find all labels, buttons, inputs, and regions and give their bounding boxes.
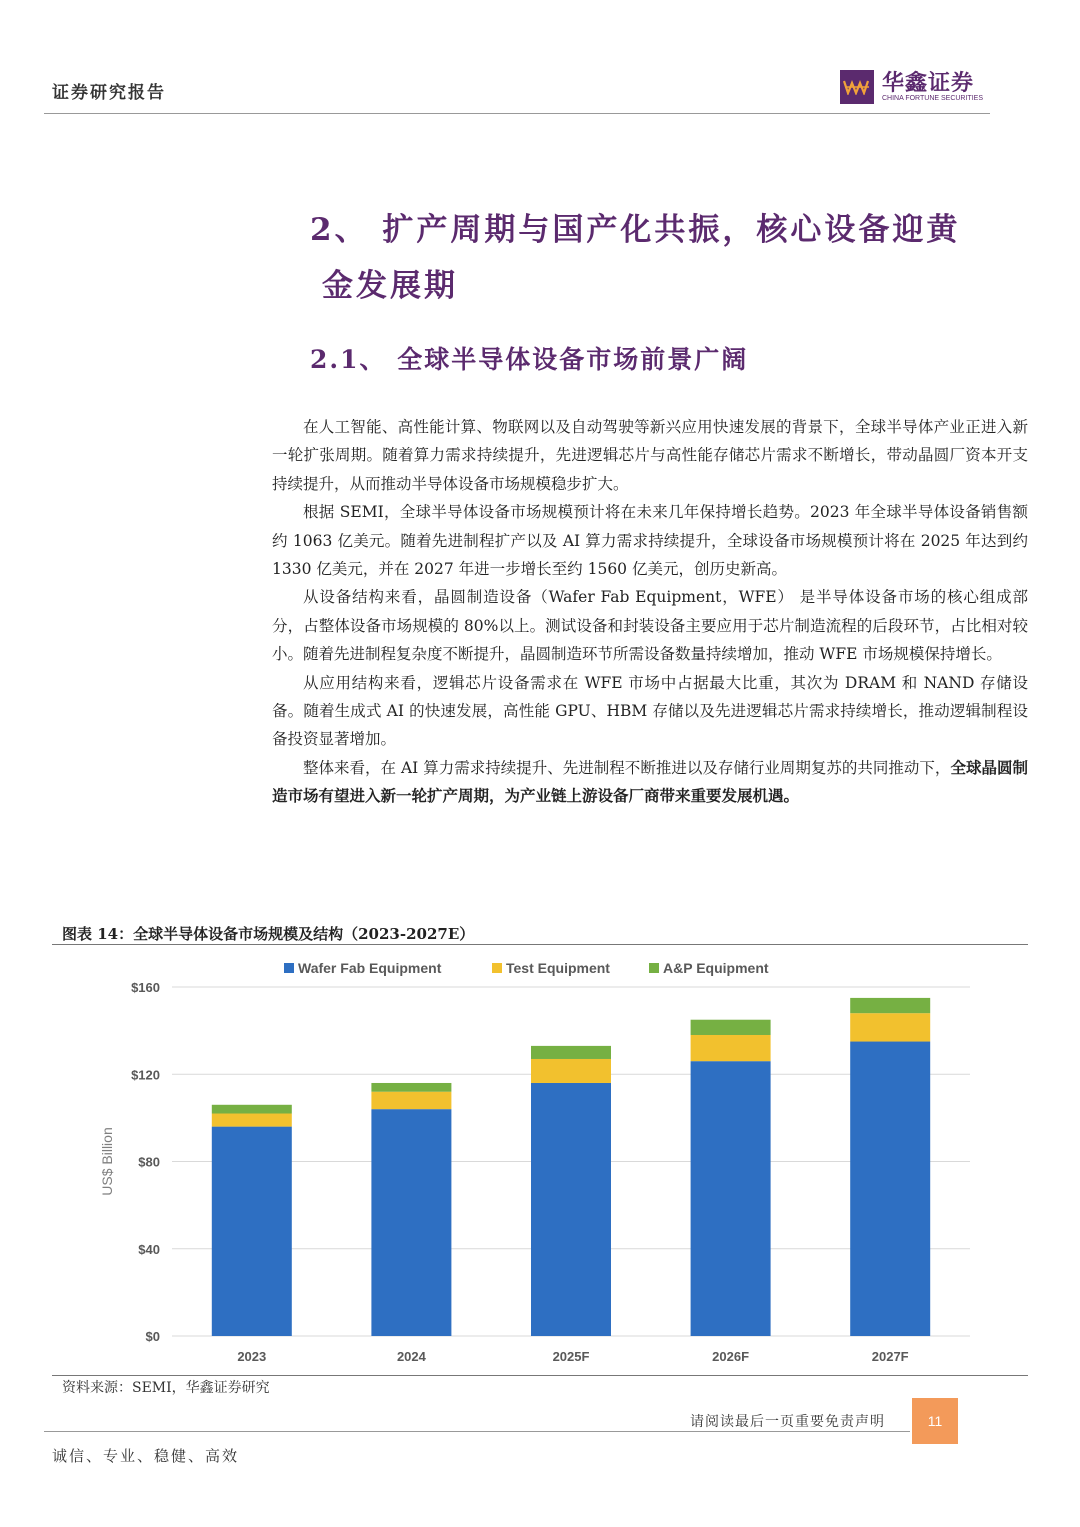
logo-mark-icon bbox=[840, 70, 874, 104]
y-tick-label: $160 bbox=[131, 980, 160, 995]
y-tick-label: $40 bbox=[138, 1241, 160, 1257]
bar-test-equipment-2026F bbox=[691, 1035, 771, 1061]
chart-svg bbox=[52, 950, 1028, 1375]
bar-test-equipment-2023 bbox=[212, 1114, 292, 1127]
legend-swatch bbox=[492, 963, 502, 973]
legend-label: Wafer Fab Equipment bbox=[298, 960, 442, 976]
y-tick-label: $120 bbox=[131, 1067, 160, 1083]
legend-swatch bbox=[649, 963, 659, 973]
legend-swatch bbox=[284, 963, 294, 973]
bar-a-p-equipment-2026F bbox=[691, 1020, 771, 1035]
bar-test-equipment-2024 bbox=[371, 1092, 451, 1109]
legend-label: A&P Equipment bbox=[663, 960, 769, 976]
page-number: 11 bbox=[912, 1398, 958, 1444]
logo-chinese-name: 华鑫证券 bbox=[882, 71, 975, 96]
bar-a-p-equipment-2027F bbox=[850, 998, 930, 1013]
paragraph-5 bbox=[272, 754, 1028, 811]
paragraph-2: 根据 SEMI，全球半导体设备市场规模预计将在未来几年保持增长趋势。2023 年全球半导体设备销售额约 1063 亿美元。随着先进制程扩产以及 AI 算力需求持续提升，全球设备市场规模预计将在 2025 年达到约 1330 亿美元，并在 2027 年进一步增长至约 1560 亿美元，创历史新高。 bbox=[272, 503, 1028, 579]
paragraph-3: 从设备结构来看，晶圆制造设备（Wafer Fab Equipment，WFE） 是半导体设备市场的核心组成部分，占整体设备市场规模的 80%以上。测试设备和封装设备主要应用于芯片制造流程的后段环节，占比相对较小。随着先进制程复杂度不断提升，晶圆制造环节所需设备数量持续增加，推动 WFE 市场规模保持增长。 bbox=[272, 588, 1028, 664]
x-tick-label: 2023 bbox=[237, 1349, 267, 1364]
bar-wafer-fab-equipment-2024 bbox=[371, 1109, 451, 1336]
x-tick-label: 2025F bbox=[552, 1349, 590, 1364]
bar-test-equipment-2025F bbox=[531, 1059, 611, 1083]
body-text bbox=[272, 413, 1028, 811]
report-label: 证券研究报告 bbox=[52, 83, 166, 103]
disclaimer-link[interactable]: 请阅读最后一页重要免责声明 bbox=[690, 1414, 885, 1430]
bar-a-p-equipment-2023 bbox=[212, 1105, 292, 1114]
bar-wafer-fab-equipment-2027F bbox=[850, 1042, 930, 1336]
y-tick-label: $80 bbox=[138, 1154, 160, 1170]
figure-source: 资料来源：SEMI，华鑫证券研究 bbox=[62, 1380, 270, 1396]
figure-top-rule bbox=[52, 944, 1028, 945]
section-heading-line-2: 金发展期 bbox=[322, 268, 458, 304]
bar-wafer-fab-equipment-2025F bbox=[531, 1083, 611, 1336]
market-size-chart bbox=[52, 950, 1028, 1375]
subsection-heading: 2.1、 全球半导体设备市场前景广阔 bbox=[310, 345, 749, 374]
footer-slogan: 诚信、专业、稳健、高效 bbox=[52, 1447, 240, 1465]
paragraph-5-bold: 全球晶圆制造市场有望进入新一轮扩产周期，为产业链上游设备厂商带来重要发展机遇。 bbox=[272, 757, 1028, 806]
bar-a-p-equipment-2024 bbox=[371, 1083, 451, 1092]
y-axis-label: US$ Billion bbox=[99, 1127, 115, 1196]
x-tick-label: 2027F bbox=[871, 1349, 909, 1364]
footer-divider bbox=[44, 1431, 910, 1432]
x-tick-label: 2026F bbox=[712, 1349, 750, 1364]
x-tick-label: 2024 bbox=[396, 1349, 426, 1364]
bar-test-equipment-2027F bbox=[850, 1013, 930, 1041]
bar-wafer-fab-equipment-2026F bbox=[691, 1061, 771, 1336]
company-logo bbox=[840, 68, 990, 108]
legend-label: Test Equipment bbox=[506, 960, 610, 976]
logo-english-name: CHINA FORTUNE SECURITIES bbox=[882, 95, 983, 102]
figure-title: 图表 14：全球半导体设备市场规模及结构（2023-2027E） bbox=[62, 925, 475, 943]
section-heading-line-1: 2、 扩产周期与国产化共振，核心设备迎黄 bbox=[310, 212, 961, 248]
paragraph-5-normal: 整体来看，在 AI 算力需求持续提升、先进制程不断推进以及存储行业周期复苏的共同推动下， bbox=[303, 758, 951, 777]
paragraph-1: 在人工智能、高性能计算、物联网以及自动驾驶等新兴应用快速发展的背景下，全球半导体产业正进入新一轮扩张周期。随着算力需求持续提升，先进逻辑芯片与高性能存储芯片需求不断增长，带动晶圆厂资本开支持续提升，从而推动半导体设备市场规模稳步扩大。 bbox=[272, 418, 1028, 493]
y-tick-label: $0 bbox=[145, 1329, 160, 1344]
paragraph-4: 从应用结构来看，逻辑芯片设备需求在 WFE 市场中占据最大比重，其次为 DRAM 和 NAND 存储设备。随着生成式 AI 的快速发展，高性能 GPU、HBM 存储以及先进逻辑芯片需求持续增长，推动逻辑制程设备投资显著增加。 bbox=[272, 673, 1028, 749]
header-divider bbox=[44, 113, 990, 114]
section-heading bbox=[310, 202, 1040, 314]
bar-a-p-equipment-2025F bbox=[531, 1046, 611, 1059]
figure-bottom-rule bbox=[52, 1375, 1028, 1376]
bar-wafer-fab-equipment-2023 bbox=[212, 1127, 292, 1336]
